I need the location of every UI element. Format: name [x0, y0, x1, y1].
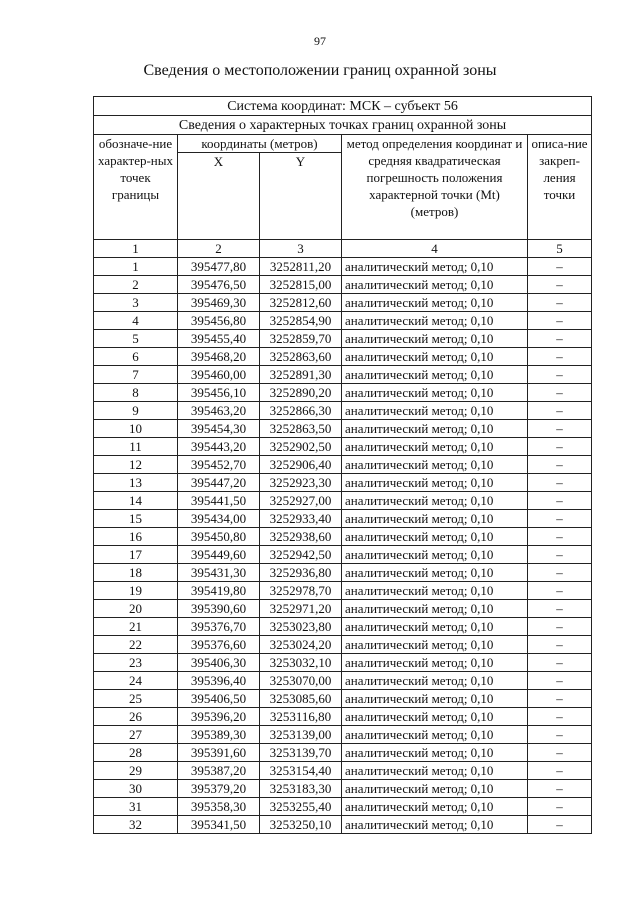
header-coords-group: координаты (метров)	[178, 135, 342, 153]
description-cell: –	[528, 330, 592, 348]
point-number-cell: 28	[94, 744, 178, 762]
x-coordinate-cell: 395391,60	[178, 744, 260, 762]
y-coordinate-cell: 3252902,50	[260, 438, 342, 456]
point-number-cell: 14	[94, 492, 178, 510]
y-coordinate-cell: 3253183,30	[260, 780, 342, 798]
description-cell: –	[528, 546, 592, 564]
method-cell: аналитический метод; 0,10	[342, 618, 528, 636]
y-coordinate-cell: 3252978,70	[260, 582, 342, 600]
method-cell: аналитический метод; 0,10	[342, 492, 528, 510]
header-method: метод определения координат и средняя квадратическая погрешность положения характерной точки (Mt) (метров)	[342, 135, 528, 240]
description-cell: –	[528, 816, 592, 834]
method-cell: аналитический метод; 0,10	[342, 780, 528, 798]
y-coordinate-cell: 3252938,60	[260, 528, 342, 546]
x-coordinate-cell: 395396,40	[178, 672, 260, 690]
point-number-cell: 20	[94, 600, 178, 618]
table-row	[94, 384, 592, 402]
y-coordinate-cell: 3252812,60	[260, 294, 342, 312]
method-cell: аналитический метод; 0,10	[342, 708, 528, 726]
method-cell: аналитический метод; 0,10	[342, 348, 528, 366]
x-coordinate-cell: 395447,20	[178, 474, 260, 492]
x-coordinate-cell: 395452,70	[178, 456, 260, 474]
method-cell: аналитический метод; 0,10	[342, 438, 528, 456]
description-cell: –	[528, 474, 592, 492]
method-cell: аналитический метод; 0,10	[342, 546, 528, 564]
table-row	[94, 492, 592, 510]
table-row	[94, 510, 592, 528]
point-number-cell: 2	[94, 276, 178, 294]
table-row	[94, 816, 592, 834]
description-cell: –	[528, 600, 592, 618]
table-row	[94, 582, 592, 600]
y-coordinate-cell: 3252933,40	[260, 510, 342, 528]
x-coordinate-cell: 395469,30	[178, 294, 260, 312]
x-coordinate-cell: 395396,20	[178, 708, 260, 726]
description-cell: –	[528, 798, 592, 816]
point-number-cell: 10	[94, 420, 178, 438]
point-number-cell: 3	[94, 294, 178, 312]
description-cell: –	[528, 384, 592, 402]
point-number-cell: 19	[94, 582, 178, 600]
coordinate-system-row	[94, 97, 592, 116]
column-number: 3	[260, 240, 342, 258]
point-number-cell: 32	[94, 816, 178, 834]
method-cell: аналитический метод; 0,10	[342, 474, 528, 492]
x-coordinate-cell: 395389,30	[178, 726, 260, 744]
coordinate-system-cell: Система координат: МСК – субъект 56	[94, 97, 592, 116]
x-coordinate-cell: 395390,60	[178, 600, 260, 618]
y-coordinate-cell: 3252927,00	[260, 492, 342, 510]
description-cell: –	[528, 708, 592, 726]
description-cell: –	[528, 366, 592, 384]
x-coordinate-cell: 395419,80	[178, 582, 260, 600]
x-coordinate-cell: 395449,60	[178, 546, 260, 564]
method-cell: аналитический метод; 0,10	[342, 582, 528, 600]
x-coordinate-cell: 395376,70	[178, 618, 260, 636]
table-row	[94, 294, 592, 312]
point-number-cell: 27	[94, 726, 178, 744]
x-coordinate-cell: 395434,00	[178, 510, 260, 528]
point-number-cell: 29	[94, 762, 178, 780]
x-coordinate-cell: 395454,30	[178, 420, 260, 438]
x-coordinate-cell: 395341,50	[178, 816, 260, 834]
method-cell: аналитический метод; 0,10	[342, 276, 528, 294]
table-row	[94, 636, 592, 654]
x-coordinate-cell: 395460,00	[178, 366, 260, 384]
point-number-cell: 5	[94, 330, 178, 348]
description-cell: –	[528, 762, 592, 780]
y-coordinate-cell: 3252906,40	[260, 456, 342, 474]
y-coordinate-cell: 3252863,60	[260, 348, 342, 366]
description-cell: –	[528, 618, 592, 636]
table-row	[94, 474, 592, 492]
y-coordinate-cell: 3253250,10	[260, 816, 342, 834]
description-cell: –	[528, 348, 592, 366]
boundary-points-table	[93, 96, 592, 834]
y-coordinate-cell: 3253024,20	[260, 636, 342, 654]
point-number-cell: 12	[94, 456, 178, 474]
x-coordinate-cell: 395468,20	[178, 348, 260, 366]
x-coordinate-cell: 395441,50	[178, 492, 260, 510]
table-row	[94, 690, 592, 708]
y-coordinate-cell: 3252890,20	[260, 384, 342, 402]
method-cell: аналитический метод; 0,10	[342, 654, 528, 672]
point-number-cell: 17	[94, 546, 178, 564]
header-row	[94, 135, 592, 153]
y-coordinate-cell: 3253023,80	[260, 618, 342, 636]
y-coordinate-cell: 3252854,90	[260, 312, 342, 330]
method-cell: аналитический метод; 0,10	[342, 402, 528, 420]
point-number-cell: 21	[94, 618, 178, 636]
x-coordinate-cell: 395379,20	[178, 780, 260, 798]
y-coordinate-cell: 3252923,30	[260, 474, 342, 492]
method-cell: аналитический метод; 0,10	[342, 762, 528, 780]
point-number-cell: 11	[94, 438, 178, 456]
table-row	[94, 438, 592, 456]
x-coordinate-cell: 395358,30	[178, 798, 260, 816]
description-cell: –	[528, 564, 592, 582]
method-cell: аналитический метод; 0,10	[342, 798, 528, 816]
point-number-cell: 31	[94, 798, 178, 816]
x-coordinate-cell: 395406,50	[178, 690, 260, 708]
point-number-cell: 15	[94, 510, 178, 528]
description-cell: –	[528, 294, 592, 312]
point-number-cell: 16	[94, 528, 178, 546]
column-number: 5	[528, 240, 592, 258]
description-cell: –	[528, 690, 592, 708]
table-row	[94, 672, 592, 690]
y-coordinate-cell: 3252971,20	[260, 600, 342, 618]
x-coordinate-cell: 395376,60	[178, 636, 260, 654]
method-cell: аналитический метод; 0,10	[342, 312, 528, 330]
y-coordinate-cell: 3253139,70	[260, 744, 342, 762]
section-title-cell: Сведения о характерных точках границ охранной зоны	[94, 116, 592, 135]
description-cell: –	[528, 258, 592, 276]
method-cell: аналитический метод; 0,10	[342, 564, 528, 582]
x-coordinate-cell: 395456,10	[178, 384, 260, 402]
table-row	[94, 402, 592, 420]
point-number-cell: 26	[94, 708, 178, 726]
table-row	[94, 546, 592, 564]
description-cell: –	[528, 672, 592, 690]
point-number-cell: 6	[94, 348, 178, 366]
table-row	[94, 276, 592, 294]
method-cell: аналитический метод; 0,10	[342, 744, 528, 762]
x-coordinate-cell: 395455,40	[178, 330, 260, 348]
y-coordinate-cell: 3252891,30	[260, 366, 342, 384]
table-row	[94, 744, 592, 762]
description-cell: –	[528, 492, 592, 510]
description-cell: –	[528, 438, 592, 456]
method-cell: аналитический метод; 0,10	[342, 384, 528, 402]
x-coordinate-cell: 395463,20	[178, 402, 260, 420]
point-number-cell: 25	[94, 690, 178, 708]
method-cell: аналитический метод; 0,10	[342, 456, 528, 474]
description-cell: –	[528, 276, 592, 294]
method-cell: аналитический метод; 0,10	[342, 600, 528, 618]
y-coordinate-cell: 3252811,20	[260, 258, 342, 276]
table-row	[94, 348, 592, 366]
description-cell: –	[528, 510, 592, 528]
point-number-cell: 13	[94, 474, 178, 492]
header-point-label: обозначе-ние характер-ных точек границы	[94, 135, 178, 240]
point-number-cell: 22	[94, 636, 178, 654]
header-x: X	[178, 153, 260, 240]
method-cell: аналитический метод; 0,10	[342, 672, 528, 690]
table-row	[94, 762, 592, 780]
method-cell: аналитический метод; 0,10	[342, 726, 528, 744]
point-number-cell: 30	[94, 780, 178, 798]
x-coordinate-cell: 395450,80	[178, 528, 260, 546]
table-row	[94, 312, 592, 330]
y-coordinate-cell: 3253139,00	[260, 726, 342, 744]
document-title: Сведения о местоположении границ охранной зоны	[143, 62, 497, 79]
method-cell: аналитический метод; 0,10	[342, 528, 528, 546]
table-row	[94, 618, 592, 636]
description-cell: –	[528, 780, 592, 798]
table-row	[94, 708, 592, 726]
method-cell: аналитический метод; 0,10	[342, 636, 528, 654]
method-cell: аналитический метод; 0,10	[342, 510, 528, 528]
x-coordinate-cell: 395443,20	[178, 438, 260, 456]
description-cell: –	[528, 402, 592, 420]
column-number: 4	[342, 240, 528, 258]
header-y: Y	[260, 153, 342, 240]
y-coordinate-cell: 3253070,00	[260, 672, 342, 690]
page-number: 97	[314, 34, 326, 48]
section-title-row	[94, 116, 592, 135]
method-cell: аналитический метод; 0,10	[342, 366, 528, 384]
y-coordinate-cell: 3253154,40	[260, 762, 342, 780]
method-cell: аналитический метод; 0,10	[342, 330, 528, 348]
description-cell: –	[528, 312, 592, 330]
point-number-cell: 7	[94, 366, 178, 384]
column-number-row	[94, 240, 592, 258]
description-cell: –	[528, 654, 592, 672]
table-row	[94, 564, 592, 582]
point-number-cell: 23	[94, 654, 178, 672]
description-cell: –	[528, 726, 592, 744]
table-row	[94, 798, 592, 816]
table-row	[94, 258, 592, 276]
x-coordinate-cell: 395456,80	[178, 312, 260, 330]
point-number-cell: 9	[94, 402, 178, 420]
point-number-cell: 24	[94, 672, 178, 690]
point-number-cell: 1	[94, 258, 178, 276]
method-cell: аналитический метод; 0,10	[342, 420, 528, 438]
point-number-cell: 4	[94, 312, 178, 330]
y-coordinate-cell: 3253116,80	[260, 708, 342, 726]
y-coordinate-cell: 3253255,40	[260, 798, 342, 816]
table-row	[94, 456, 592, 474]
x-coordinate-cell: 395476,50	[178, 276, 260, 294]
x-coordinate-cell: 395387,20	[178, 762, 260, 780]
point-number-cell: 18	[94, 564, 178, 582]
column-number: 1	[94, 240, 178, 258]
description-cell: –	[528, 420, 592, 438]
table-row	[94, 330, 592, 348]
x-coordinate-cell: 395477,80	[178, 258, 260, 276]
x-coordinate-cell: 395431,30	[178, 564, 260, 582]
y-coordinate-cell: 3252815,00	[260, 276, 342, 294]
method-cell: аналитический метод; 0,10	[342, 816, 528, 834]
table-row	[94, 528, 592, 546]
description-cell: –	[528, 456, 592, 474]
point-number-cell: 8	[94, 384, 178, 402]
description-cell: –	[528, 636, 592, 654]
table-row	[94, 780, 592, 798]
table-row	[94, 600, 592, 618]
description-cell: –	[528, 582, 592, 600]
method-cell: аналитический метод; 0,10	[342, 294, 528, 312]
x-coordinate-cell: 395406,30	[178, 654, 260, 672]
y-coordinate-cell: 3253085,60	[260, 690, 342, 708]
description-cell: –	[528, 744, 592, 762]
header-description: описа-ние закреп-ления точки	[528, 135, 592, 240]
y-coordinate-cell: 3252859,70	[260, 330, 342, 348]
table-row	[94, 654, 592, 672]
description-cell: –	[528, 528, 592, 546]
y-coordinate-cell: 3253032,10	[260, 654, 342, 672]
y-coordinate-cell: 3252936,80	[260, 564, 342, 582]
table-row	[94, 366, 592, 384]
table-row	[94, 726, 592, 744]
method-cell: аналитический метод; 0,10	[342, 690, 528, 708]
y-coordinate-cell: 3252863,50	[260, 420, 342, 438]
y-coordinate-cell: 3252866,30	[260, 402, 342, 420]
y-coordinate-cell: 3252942,50	[260, 546, 342, 564]
table-row	[94, 420, 592, 438]
method-cell: аналитический метод; 0,10	[342, 258, 528, 276]
column-number: 2	[178, 240, 260, 258]
